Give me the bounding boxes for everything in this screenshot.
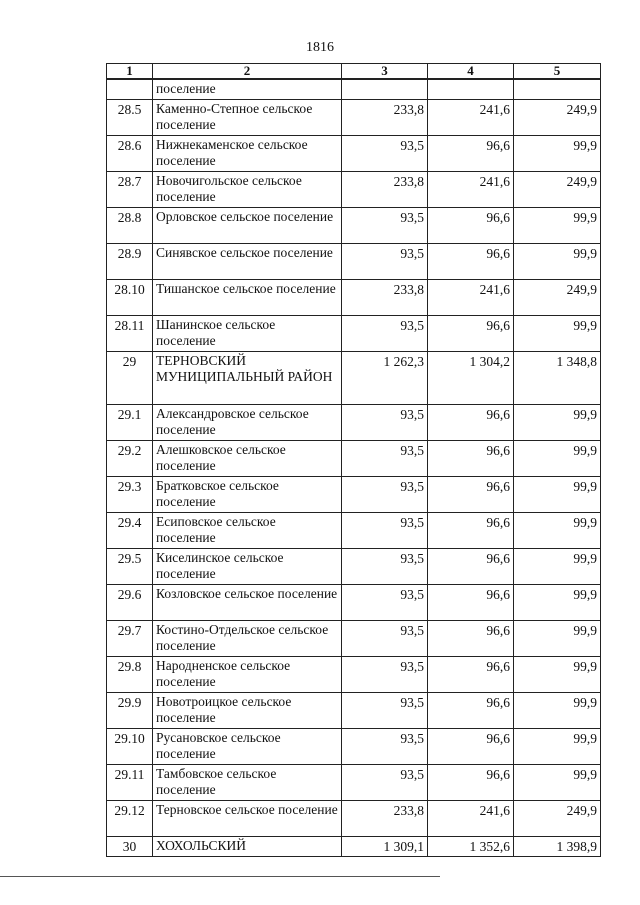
row-value-col3: 1 262,3: [342, 352, 428, 405]
row-name: Шанинское сельское поселение: [153, 316, 342, 352]
row-number: 29.8: [107, 657, 153, 693]
table-row: [107, 549, 601, 585]
row-value-col4: 241,6: [428, 100, 514, 136]
row-number: 29.6: [107, 585, 153, 621]
row-value-col5: 99,9: [514, 405, 601, 441]
row-name: Тамбовское сельское поселение: [153, 765, 342, 801]
table-row: [107, 405, 601, 441]
table-row: [107, 352, 601, 405]
row-value-col4: 96,6: [428, 405, 514, 441]
table-row: [107, 801, 601, 837]
row-name: Костино-Отдельское сельское поселение: [153, 621, 342, 657]
row-number: 28.7: [107, 172, 153, 208]
row-name: Козловское сельское поселение: [153, 585, 342, 621]
row-value-col4: 96,6: [428, 477, 514, 513]
row-value-col5: 249,9: [514, 100, 601, 136]
column-header-2: 2: [153, 64, 342, 80]
row-value-col4: 241,6: [428, 280, 514, 316]
row-name: поселение: [153, 79, 342, 100]
row-value-col3: 93,5: [342, 441, 428, 477]
row-name: Тишанское сельское поселение: [153, 280, 342, 316]
table-row: [107, 441, 601, 477]
page-number: 1816: [306, 40, 334, 55]
row-value-col5: 99,9: [514, 316, 601, 352]
row-value-col3: 93,5: [342, 244, 428, 280]
row-number: 29.2: [107, 441, 153, 477]
row-value-col4: 241,6: [428, 172, 514, 208]
row-value-col5: 99,9: [514, 729, 601, 765]
row-number: 28.10: [107, 280, 153, 316]
table-row: [107, 477, 601, 513]
row-value-col3: 93,5: [342, 136, 428, 172]
row-name: Алешковское сельское поселение: [153, 441, 342, 477]
row-number: 29.10: [107, 729, 153, 765]
table-row: [107, 513, 601, 549]
row-value-col4: 96,6: [428, 621, 514, 657]
row-value-col5: 99,9: [514, 549, 601, 585]
row-value-col5: 99,9: [514, 621, 601, 657]
row-value-col3: 93,5: [342, 765, 428, 801]
row-number: 28.5: [107, 100, 153, 136]
row-value-col4: 96,6: [428, 441, 514, 477]
row-name: Братковское сельское поселение: [153, 477, 342, 513]
row-number: 29.1: [107, 405, 153, 441]
column-header-3: 3: [342, 64, 428, 80]
column-header-5: 5: [514, 64, 601, 80]
row-value-col4: 1 352,6: [428, 837, 514, 857]
table-row: [107, 729, 601, 765]
row-name: Терновское сельское поселение: [153, 801, 342, 837]
row-name: Новотроицкое сельское поселение: [153, 693, 342, 729]
row-value-col3: 93,5: [342, 405, 428, 441]
row-value-col4: 96,6: [428, 585, 514, 621]
row-value-col3: 93,5: [342, 316, 428, 352]
row-value-col3: 93,5: [342, 657, 428, 693]
row-number: 28.11: [107, 316, 153, 352]
row-value-col3: 93,5: [342, 208, 428, 244]
row-name: Новочигольское сельское поселение: [153, 172, 342, 208]
row-number: 29.12: [107, 801, 153, 837]
row-value-col5: 99,9: [514, 693, 601, 729]
row-value-col5: 99,9: [514, 441, 601, 477]
budget-table: [106, 63, 601, 857]
table-row: [107, 693, 601, 729]
row-number: 28.6: [107, 136, 153, 172]
row-number: 28.8: [107, 208, 153, 244]
row-value-col4: 96,6: [428, 729, 514, 765]
row-value-col4: 241,6: [428, 801, 514, 837]
table-row: [107, 316, 601, 352]
row-value-col5: 99,9: [514, 477, 601, 513]
row-name: Нижнекаменское сельское поселение: [153, 136, 342, 172]
table-row: [107, 621, 601, 657]
row-name: Каменно-Степное сельское поселение: [153, 100, 342, 136]
table-row: [107, 280, 601, 316]
row-value-col4: 96,6: [428, 549, 514, 585]
row-number: 28.9: [107, 244, 153, 280]
row-value-col5: 249,9: [514, 172, 601, 208]
row-value-col4: [428, 79, 514, 100]
row-name: Киселинское сельское поселение: [153, 549, 342, 585]
row-value-col4: 1 304,2: [428, 352, 514, 405]
row-value-col3: 93,5: [342, 585, 428, 621]
table-header-row: [107, 64, 601, 80]
row-value-col5: 99,9: [514, 585, 601, 621]
table-row: [107, 244, 601, 280]
row-number: 29.11: [107, 765, 153, 801]
row-name: Народненское сельское поселение: [153, 657, 342, 693]
table-row: [107, 657, 601, 693]
row-value-col5: 99,9: [514, 244, 601, 280]
row-value-col3: 93,5: [342, 513, 428, 549]
row-value-col4: 96,6: [428, 208, 514, 244]
row-value-col3: 1 309,1: [342, 837, 428, 857]
table-row: [107, 172, 601, 208]
row-value-col4: 96,6: [428, 513, 514, 549]
table-row: [107, 100, 601, 136]
table-row: [107, 765, 601, 801]
row-name: Русановское сельское поселение: [153, 729, 342, 765]
row-value-col5: 99,9: [514, 657, 601, 693]
row-number: 29.3: [107, 477, 153, 513]
row-number: 29.7: [107, 621, 153, 657]
row-value-col5: 99,9: [514, 136, 601, 172]
row-number: [107, 79, 153, 100]
table-row: [107, 837, 601, 857]
row-number: 29.5: [107, 549, 153, 585]
row-name: ХОХОЛЬСКИЙ: [153, 837, 342, 857]
table-row: [107, 136, 601, 172]
row-value-col3: 233,8: [342, 172, 428, 208]
row-value-col5: 249,9: [514, 280, 601, 316]
column-header-1: 1: [107, 64, 153, 80]
row-number: 29.4: [107, 513, 153, 549]
table-row-continuation: [107, 79, 601, 100]
row-value-col3: 93,5: [342, 693, 428, 729]
row-value-col4: 96,6: [428, 765, 514, 801]
row-value-col5: 1 348,8: [514, 352, 601, 405]
row-value-col3: 93,5: [342, 621, 428, 657]
row-value-col5: 99,9: [514, 765, 601, 801]
row-number: 30: [107, 837, 153, 857]
row-value-col3: 233,8: [342, 280, 428, 316]
row-value-col4: 96,6: [428, 693, 514, 729]
row-value-col3: 233,8: [342, 100, 428, 136]
row-value-col4: 96,6: [428, 136, 514, 172]
row-value-col3: 93,5: [342, 549, 428, 585]
row-value-col3: [342, 79, 428, 100]
row-name: Орловское сельское поселение: [153, 208, 342, 244]
row-value-col3: 233,8: [342, 801, 428, 837]
row-value-col5: 99,9: [514, 513, 601, 549]
table-row: [107, 208, 601, 244]
row-name: ТЕРНОВСКИЙ МУНИЦИПАЛЬНЫЙ РАЙОН: [153, 352, 342, 405]
row-number: 29: [107, 352, 153, 405]
table-row: [107, 585, 601, 621]
row-value-col4: 96,6: [428, 657, 514, 693]
row-value-col3: 93,5: [342, 477, 428, 513]
row-number: 29.9: [107, 693, 153, 729]
column-header-4: 4: [428, 64, 514, 80]
row-value-col3: 93,5: [342, 729, 428, 765]
row-name: Есиповское сельское поселение: [153, 513, 342, 549]
row-value-col5: 99,9: [514, 208, 601, 244]
footer-rule: [0, 876, 440, 877]
row-value-col5: 249,9: [514, 801, 601, 837]
row-name: Александровское сельское поселение: [153, 405, 342, 441]
row-name: Синявское сельское поселение: [153, 244, 342, 280]
row-value-col5: [514, 79, 601, 100]
row-value-col5: 1 398,9: [514, 837, 601, 857]
row-value-col4: 96,6: [428, 244, 514, 280]
row-value-col4: 96,6: [428, 316, 514, 352]
